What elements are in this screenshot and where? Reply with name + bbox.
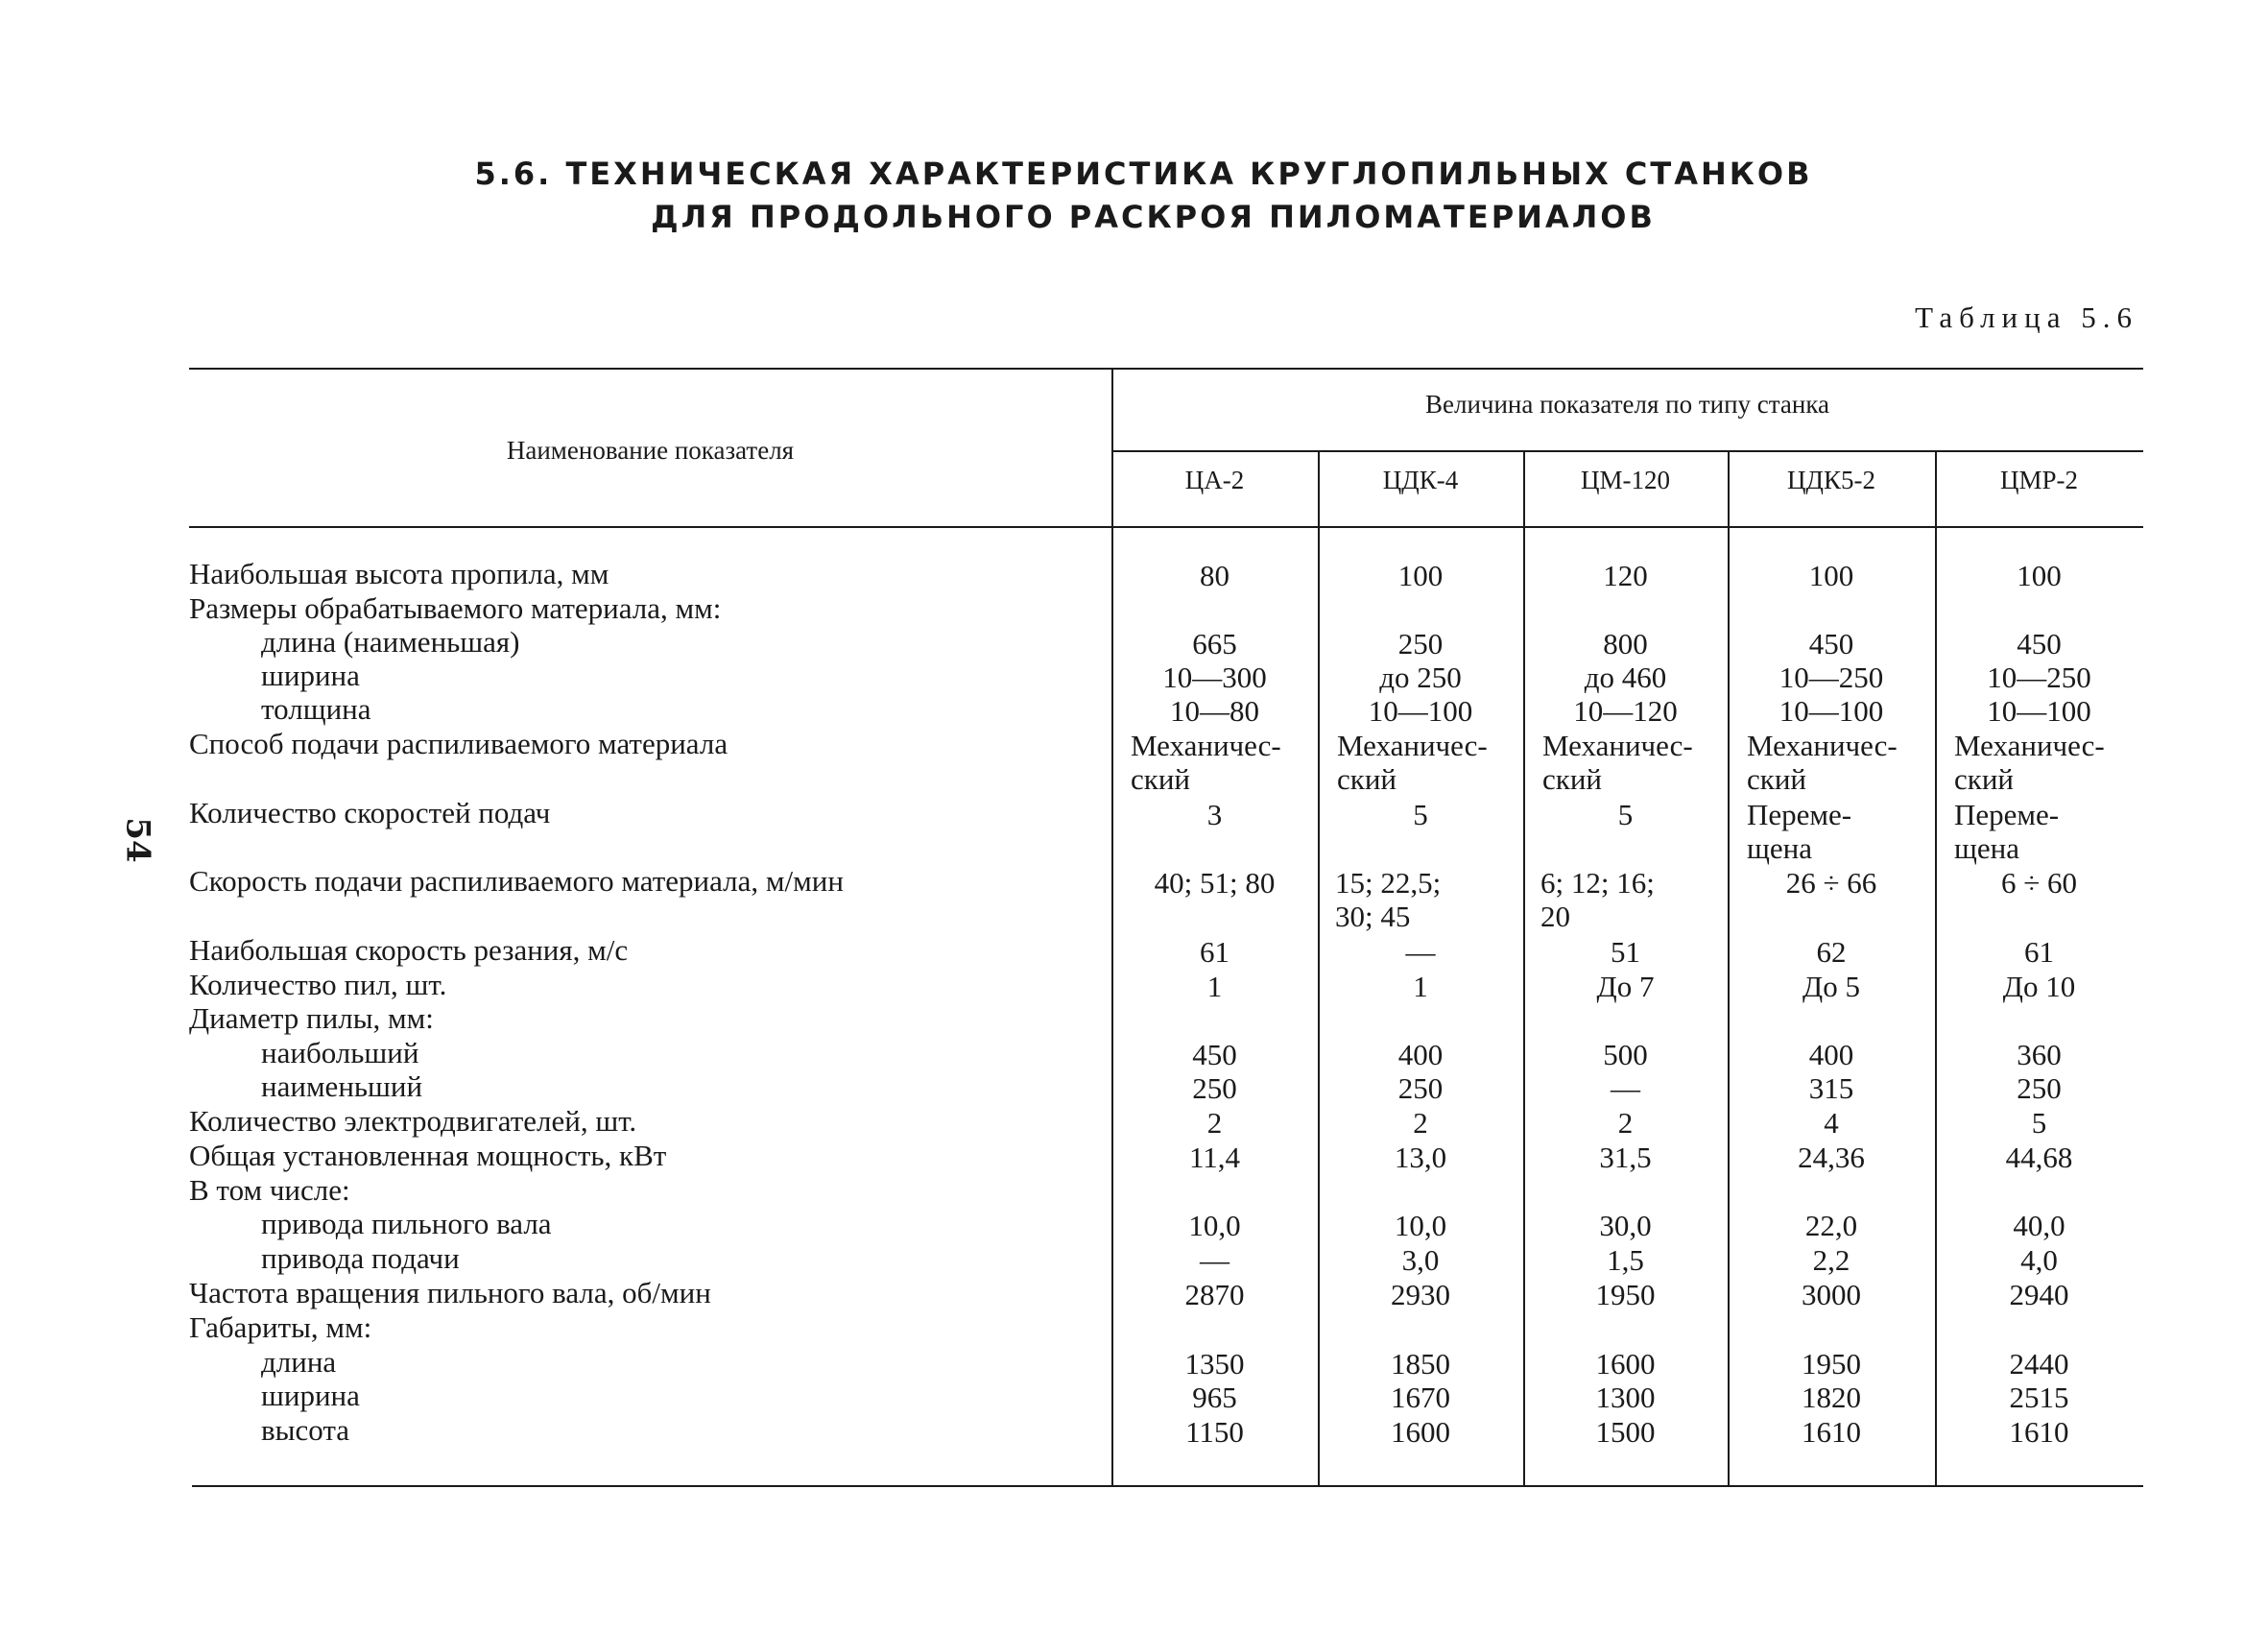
cell: — [1405,935,1436,969]
page-number: 54 [118,817,157,863]
cell: 10—250 [1779,660,1884,694]
row-label: Наибольшая скорость резания, м/с [189,933,629,967]
row-label: Диаметр пилы, мм: [189,1001,434,1035]
cell: 10—80 [1170,694,1259,728]
cell: 450 [1808,627,1854,660]
cell: Механичес- ский [1131,729,1281,796]
row-label: длина [261,1345,337,1379]
table-label: Таблица 5.6 [1915,300,2138,334]
cell: 100 [1397,559,1444,592]
cell: 2440 [2009,1347,2069,1381]
cell: 5 [1413,798,1428,831]
cell: 24,36 [1798,1141,1865,1174]
cell: 10,0 [1188,1209,1241,1242]
cell: 665 [1192,627,1237,660]
row-label: Общая установленная мощность, кВт [189,1139,667,1172]
cell: 3,0 [1401,1243,1440,1277]
cell: Механичес- ский [1337,729,1488,796]
row-label: Количество пил, шт. [189,968,447,1001]
column-header-2: ЦМ-120 [1581,466,1670,494]
cell: 360 [2017,1038,2062,1071]
row-label: привода подачи [261,1241,460,1275]
cell: 100 [2017,559,2062,592]
cell: 10,0 [1394,1209,1447,1242]
row-label: наименьший [261,1069,423,1103]
row-label: Способ подачи распиливаемого материала [189,727,728,760]
cell: 62 [1816,935,1847,969]
cell: 500 [1603,1038,1648,1071]
cell: 3000 [1802,1278,1861,1311]
col-divider-2 [1523,450,1525,1487]
header-bottom-rule [189,526,2143,528]
column-header-4: ЦМР-2 [1999,466,2078,494]
cell: — [1200,1243,1229,1277]
cell: Переме- щена [1747,798,1852,865]
cell: До 7 [1596,970,1655,1003]
cell: 2940 [2009,1278,2069,1311]
group-header-rule [1111,450,2143,452]
cell: 2 [1617,1106,1634,1140]
row-label: ширина [261,1379,360,1412]
column-header-3: ЦДК5-2 [1787,466,1875,494]
cell: 400 [1397,1038,1444,1071]
cell: 10—100 [1368,694,1473,728]
cell: 1 [1206,970,1223,1003]
cell: 250 [2017,1071,2062,1105]
col-divider-3 [1728,450,1730,1487]
cell: 4 [1824,1106,1839,1140]
cell: Переме- щена [1954,798,2060,865]
cell: 26 ÷ 66 [1785,866,1877,900]
row-label: ширина [261,659,360,692]
cell: 450 [2017,627,2062,660]
cell: 1600 [1595,1347,1656,1381]
cell: 1150 [1185,1415,1244,1449]
row-label: длина (наименьшая) [261,625,520,659]
cell: 5 [2031,1106,2047,1140]
cell: 2870 [1184,1278,1245,1311]
cell: 100 [1808,559,1854,592]
cell: 30,0 [1599,1209,1652,1242]
cell: 965 [1192,1381,1237,1414]
cell: До 10 [2002,970,2076,1003]
cell: 5 [1617,798,1634,831]
page-title-line-2: ДЛЯ ПРОДОЛЬНОГО РАСКРОЯ ПИЛОМАТЕРИАЛОВ [651,199,1656,235]
cell: 315 [1808,1071,1854,1105]
cell: Механичес- ский [1542,729,1693,796]
cell: 4,0 [2020,1243,2058,1277]
cell: 40; 51; 80 [1154,866,1276,900]
cell: 15; 22,5; 30; 45 [1335,866,1442,933]
col-divider-4 [1935,450,1937,1487]
cell: 1950 [1595,1278,1656,1311]
cell: 1300 [1595,1381,1656,1414]
cell: 3 [1206,798,1223,831]
cell: 1850 [1391,1347,1450,1381]
cell: Механичес- ский [1954,729,2105,796]
cell: 10—120 [1573,694,1678,728]
row-label: Скорость подачи распиливаемого материала, м/мин [189,864,844,898]
col-divider-0 [1111,368,1113,1487]
cell: 250 [1397,1071,1444,1105]
cell: 10—300 [1162,660,1267,694]
cell: 80 [1200,559,1229,592]
cell: 51 [1611,935,1640,969]
cell: 44,68 [2005,1141,2073,1174]
cell: 120 [1603,559,1648,592]
table-top-rule [189,368,2143,370]
cell: 1350 [1184,1347,1245,1381]
cell: 2 [1206,1106,1223,1140]
cell: 1600 [1391,1415,1450,1449]
cell: до 460 [1584,660,1667,694]
cell: 2,2 [1812,1243,1850,1277]
cell: 1 [1413,970,1428,1003]
group-column-header: Величина показателя по типу станка [1424,390,1830,419]
cell: 2930 [1391,1278,1450,1311]
cell: 250 [1397,627,1444,660]
row-label: Размеры обрабатываемого материала, мм: [189,591,722,625]
cell: 450 [1192,1038,1237,1071]
row-label: В том числе: [189,1173,350,1207]
row-label: Количество электродвигателей, шт. [189,1104,637,1138]
cell: 1,5 [1607,1243,1644,1277]
table-bottom-rule [192,1485,2143,1487]
cell: 11,4 [1188,1141,1241,1174]
cell: 250 [1192,1071,1237,1105]
row-label: высота [261,1413,350,1447]
cell: 1610 [1802,1415,1861,1449]
row-label: Габариты, мм: [189,1310,372,1344]
cell: 6; 12; 16; 20 [1540,866,1655,933]
name-column-header: Наименование показателя [506,436,795,465]
cell: Механичес- ский [1747,729,1898,796]
cell: 400 [1808,1038,1854,1071]
cell: 1610 [2009,1415,2069,1449]
cell: 800 [1603,627,1648,660]
cell: 10—100 [1987,694,2091,728]
cell: 10—100 [1779,694,1884,728]
cell: 10—250 [1987,660,2091,694]
row-label: привода пильного вала [261,1207,552,1240]
row-label: Частота вращения пильного вала, об/мин [189,1276,711,1309]
cell: 13,0 [1394,1141,1447,1174]
page-title-line-1: 5.6. ТЕХНИЧЕСКАЯ ХАРАКТЕРИСТИКА КРУГЛОПИЛЬНЫХ СТАНКОВ [474,156,1813,192]
cell: до 250 [1379,660,1462,694]
cell: 1820 [1802,1381,1861,1414]
row-label: наибольший [261,1036,419,1069]
cell: 22,0 [1804,1209,1858,1242]
cell: 2 [1413,1106,1428,1140]
cell: — [1611,1071,1640,1105]
row-label: Наибольшая высота пропила, мм [189,557,609,590]
cell: 6 ÷ 60 [2000,866,2077,900]
row-label: Количество скоростей подач [189,796,551,829]
cell: До 5 [1802,970,1860,1003]
cell: 61 [1200,935,1229,969]
cell: 1670 [1391,1381,1450,1414]
column-header-0: ЦА-2 [1184,466,1245,494]
cell: 2515 [2009,1381,2069,1414]
cell: 31,5 [1599,1141,1652,1174]
cell: 61 [2024,935,2054,969]
row-label: толщина [261,692,371,726]
cell: 1500 [1595,1415,1656,1449]
column-header-1: ЦДК-4 [1382,466,1459,494]
col-divider-1 [1318,450,1320,1487]
cell: 40,0 [2013,1209,2065,1242]
cell: 1950 [1802,1347,1861,1381]
